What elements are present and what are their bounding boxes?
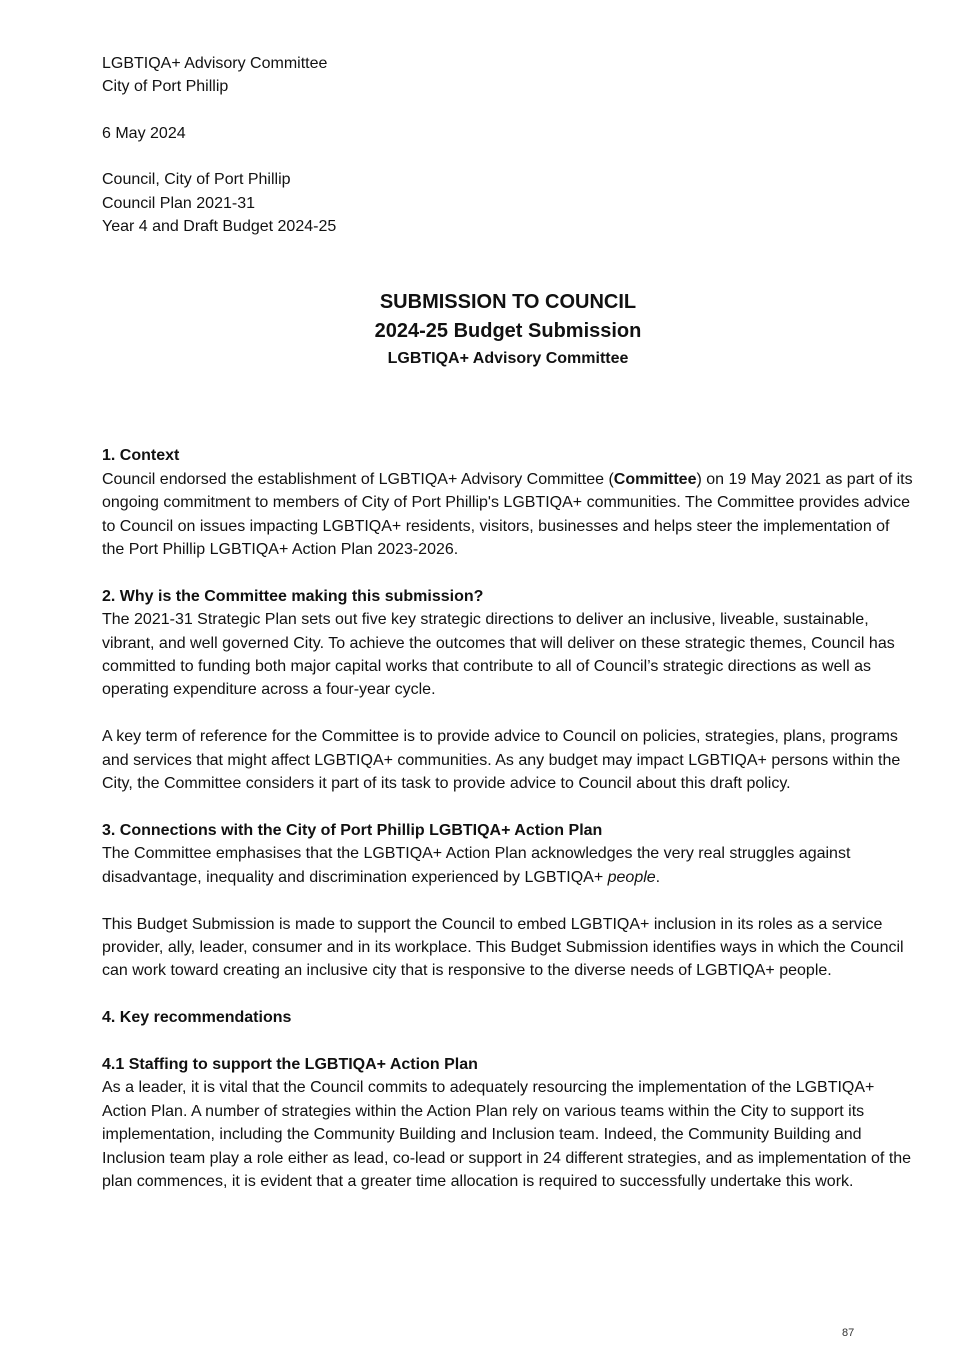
section-heading: 3. Connections with the City of Port Phillip LGBTIQA+ Action Plan <box>102 821 603 839</box>
title-line-2: 2024-25 Budget Submission <box>374 320 642 343</box>
recipient-line-3: Year 4 and Draft Budget 2024-25 <box>102 218 337 236</box>
document-page <box>102 52 914 1193</box>
paragraph: Council endorsed the establishment of LGBTIQA+ Advisory Committee (Committee) on 19 May 2021 as part of its ongoing commitment to members of City of Port Phillip's LGBTIQA+ communities. The Committee provides advice to Council on issues impacting LGBTIQA+ residents, visitors, businesses and helps steer the implementation of the Port Phillip LGBTIQA+ Action Plan 2023-2026. <box>102 470 913 559</box>
section-heading: 4. Key recommendations <box>102 1009 292 1027</box>
document-title <box>102 288 914 372</box>
section-context <box>102 444 914 561</box>
title-line-1: SUBMISSION TO COUNCIL <box>379 291 637 314</box>
paragraph: The Committee emphasises that the LGBTIQA+ Action Plan acknowledges the very real struggles against disadvantage, inequality and discrimination experienced by LGBTIQA+ people. <box>102 845 851 886</box>
sender-organisation: City of Port Phillip <box>102 78 229 96</box>
subsection-heading: 4.1 Staffing to support the LGBTIQA+ Action Plan <box>102 1055 478 1073</box>
paragraph: This Budget Submission is made to support the Council to embed LGBTIQA+ inclusion in its roles as a service provider, ally, leader, consumer and in its workplace. This Budget Submission identifies ways in which the Council can work toward creating an inclusive city that is responsive to the diverse needs of LGBTIQA+ people. <box>102 915 904 980</box>
section-why <box>102 585 914 796</box>
date-block <box>102 122 914 145</box>
sender-block <box>102 52 914 99</box>
recipient-block <box>102 168 914 238</box>
section-recommendations <box>102 1006 914 1193</box>
section-heading: 1. Context <box>102 447 180 465</box>
section-heading: 2. Why is the Committee making this submission? <box>102 587 484 605</box>
paragraph: A key term of reference for the Committee is to provide advice to Council on policies, strategies, plans, programs and services that might affect LGBTIQA+ communities. As any budget may impact LGBTIQA+ persons within the City, the Committee considers it part of its task to provide advice to Council about this draft policy. <box>102 728 901 793</box>
title-line-3: LGBTIQA+ Advisory Committee <box>387 350 629 368</box>
section-connections <box>102 819 914 983</box>
letter-date: 6 May 2024 <box>102 124 186 142</box>
italic-term: people <box>607 868 656 886</box>
recipient-line-1: Council, City of Port Phillip <box>102 171 291 189</box>
bold-term: Committee <box>613 470 697 488</box>
recipient-line-2: Council Plan 2021-31 <box>102 194 255 212</box>
paragraph: As a leader, it is vital that the Council commits to adequately resourcing the implementation of the LGBTIQA+ Action Plan. A number of strategies within the Action Plan rely on various teams within the City to support its implementation, including the Community Building and Inclusion team. Indeed, the Community Building and Inclusion team play a role either as lead, co-lead or support in 24 different strategies, and as implementation of the plan commences, it is evident that a greater time allocation is required to successfully undertake this work. <box>102 1079 912 1190</box>
paragraph: The 2021-31 Strategic Plan sets out five key strategic directions to deliver an inclusive, liveable, sustainable, vibrant, and well governed City. To achieve the outcomes that will deliver on these strategic themes, Council has committed to funding both major capital works that contribute to all of Council’s strategic directions as well as operating expenditure across a four-year cycle. <box>102 611 895 699</box>
sender-name: LGBTIQA+ Advisory Committee <box>102 55 328 72</box>
page-number: 87 <box>842 1327 855 1339</box>
